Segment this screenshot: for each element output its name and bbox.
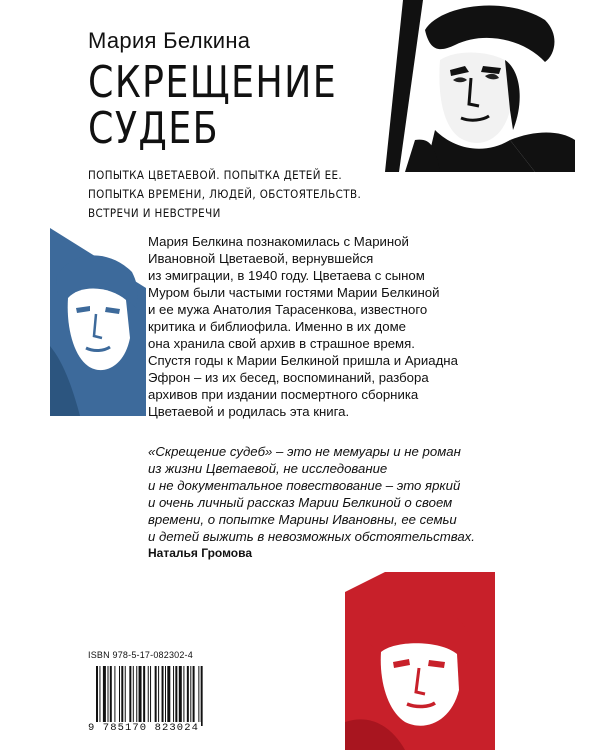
barcode-bar: [175, 666, 177, 726]
quote-line: из жизни Цветаевой, не исследование: [148, 461, 388, 476]
barcode-bar: [183, 666, 184, 726]
barcode-bar: [133, 666, 134, 726]
annotation-line: она хранила свой архив в страшное время.: [148, 336, 415, 351]
portrait-woman-red: [345, 572, 495, 750]
barcode-bar: [129, 666, 131, 726]
portrait-woman-blue: [50, 228, 146, 416]
annotation-line: критика и библиофила. Именно в их доме: [148, 319, 406, 334]
isbn-label: ISBN 978-5-17-082302-4: [88, 650, 193, 660]
barcode-bar: [148, 666, 149, 726]
annotation-line: Цветаевой и родилась эта книга.: [148, 404, 350, 419]
barcode-bar: [179, 666, 182, 726]
barcode-bar: [114, 666, 115, 726]
barcode-bar: [165, 666, 166, 726]
annotation-line: архивов при издании посмертного сборника: [148, 387, 419, 402]
barcode-bar: [201, 666, 203, 726]
title-line-1: СКРЕЩЕНИЕ: [88, 57, 338, 108]
barcode-bar: [108, 666, 109, 726]
barcode-bar: [190, 666, 191, 726]
barcode-bar: [96, 666, 98, 726]
quote-text: [148, 443, 518, 545]
book-title: [88, 57, 338, 154]
annotation-text: [148, 233, 520, 420]
annotation-line: Мария Белкина познакомилась с Мариной: [148, 234, 409, 249]
barcode-bar: [193, 666, 195, 726]
barcode-bar: [136, 666, 137, 726]
subtitle-line: ПОПЫТКА ЦВЕТАЕВОЙ. ПОПЫТКА ДЕТЕЙ ЕЕ.: [88, 168, 343, 182]
annotation-line: Ивановной Цветаевой, вернувшейся: [148, 251, 374, 266]
annotation-line: и ее мужа Анатолия Тарасенкова, известного: [148, 302, 428, 317]
annotation-line: Эфрон – из их бесед, воспоминаний, разбора: [148, 370, 429, 385]
subtitle: [88, 166, 361, 223]
barcode-bar: [167, 666, 170, 726]
subtitle-line: ПОПЫТКА ВРЕМЕНИ, ЛЮДЕЙ, ОБСТОЯТЕЛЬСТВ.: [88, 187, 362, 201]
barcode-bar: [173, 666, 174, 726]
barcode-bar: [119, 666, 120, 726]
barcode-bar: [187, 666, 189, 726]
annotation-line: Муром были частыми гостями Марии Белкиной: [148, 285, 440, 300]
barcode-bar: [125, 666, 126, 726]
barcode-number: 9 785170 823024: [88, 722, 200, 734]
author-name: Мария Белкина: [88, 28, 251, 53]
quote-line: времени, о попытке Марины Ивановны, ее семьи: [148, 512, 457, 527]
barcode-bar: [139, 666, 142, 726]
barcode-bar: [158, 666, 159, 726]
barcode-bar: [121, 666, 123, 726]
subtitle-line: ВСТРЕЧИ И НЕВСТРЕЧИ: [88, 206, 221, 220]
barcode-bar: [103, 666, 106, 726]
title-line-2: СУДЕБ: [88, 103, 219, 154]
quote-line: и детей выжить в невозможных обстоятельствах.: [148, 529, 475, 544]
annotation-line: из эмиграции, в 1940 году. Цветаева с сыном: [148, 268, 425, 283]
quote-line: «Скрещение судеб» – это не мемуары и не роман: [148, 444, 461, 459]
barcode-bar: [198, 666, 199, 726]
barcode-bar: [150, 666, 151, 726]
barcode-bar: [162, 666, 164, 726]
barcode-bar: [143, 666, 145, 726]
quote-line: и не документальное повествование – это яркий: [148, 478, 461, 493]
quote-author: Наталья Громова: [148, 546, 253, 560]
annotation-line: Спустя годы к Марии Белкиной пришла и Ариадна: [148, 353, 458, 368]
barcode-bar: [155, 666, 157, 726]
barcode-bar: [99, 666, 100, 726]
barcode-bar: [110, 666, 112, 726]
quote-line: и очень личный рассказ Марии Белкиной о своем: [148, 495, 453, 510]
portrait-man-black: [385, 0, 575, 172]
